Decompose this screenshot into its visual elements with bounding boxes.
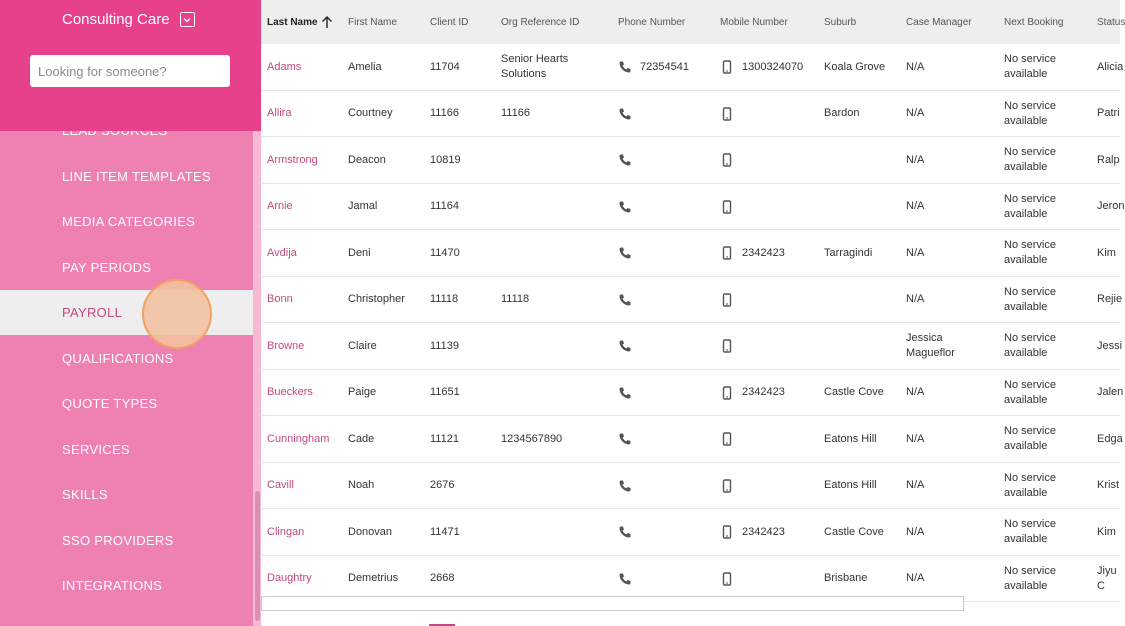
cell-phone-number xyxy=(618,463,640,509)
column-header-org-reference-id[interactable] xyxy=(501,0,579,44)
cell-text: Daughtry xyxy=(267,572,312,584)
cell-case-manager xyxy=(906,137,988,183)
cell-next-booking xyxy=(1004,277,1086,323)
cell-text: Jessica Magueflor xyxy=(906,332,955,359)
cell-first-name xyxy=(348,91,393,137)
cell-last-name[interactable] xyxy=(267,44,301,90)
cell-text: No service available xyxy=(1004,471,1056,499)
cell-case-manager xyxy=(906,416,988,462)
sidebar-item-quote-types[interactable] xyxy=(0,381,253,426)
cell-text: No service available xyxy=(1004,425,1056,452)
cell-text: Eatons Hill xyxy=(824,432,877,445)
cell-text: 11164 xyxy=(430,200,459,212)
cell-text: 11166 xyxy=(501,107,530,119)
table-row[interactable] xyxy=(261,370,1124,417)
sidebar-item-line-item-templates[interactable] xyxy=(0,154,253,199)
cell-phone-number xyxy=(618,44,689,90)
cell-org-reference-id xyxy=(501,277,606,323)
mobile-phone-icon[interactable] xyxy=(720,107,734,121)
cell-first-name xyxy=(348,230,371,276)
cell-next-booking xyxy=(1004,230,1086,276)
cell-text: N/A xyxy=(906,107,925,119)
cell-text: 2676 xyxy=(430,479,455,491)
cell-text: N/A xyxy=(906,293,925,305)
cell-phone-number xyxy=(618,509,640,555)
sidebar-item-payroll[interactable] xyxy=(0,290,253,335)
sidebar-item-label: SSO PROVIDERS xyxy=(62,532,174,548)
cell-status xyxy=(1097,556,1120,602)
cell-text: Arnie xyxy=(267,200,293,212)
cell-text: Browne xyxy=(267,339,305,352)
cell-text: Jeron xyxy=(1097,200,1125,212)
column-header-phone-number[interactable] xyxy=(618,0,685,44)
cell-mobile-number xyxy=(720,137,742,183)
cell-text: Demetrius xyxy=(348,572,399,584)
cell-status xyxy=(1097,277,1122,323)
cell-text: 11651 xyxy=(430,386,460,398)
table-header xyxy=(261,0,1125,44)
cell-status xyxy=(1097,137,1120,183)
cell-text: Edga xyxy=(1097,432,1123,445)
cell-text: Castle Cove xyxy=(824,525,884,538)
column-header-label: Status xyxy=(1097,16,1125,28)
phone-icon[interactable] xyxy=(618,60,632,74)
cell-text: Kim xyxy=(1097,246,1116,259)
sidebar-item-label: QUALIFICATIONS xyxy=(62,350,174,366)
cell-next-booking xyxy=(1004,91,1086,137)
sidebar-item-label: INTEGRATIONS xyxy=(62,578,163,593)
cell-org-reference-id xyxy=(501,91,606,137)
brand[interactable] xyxy=(62,11,195,28)
mobile-phone-icon[interactable] xyxy=(720,339,734,353)
cell-client-id xyxy=(430,416,459,462)
sidebar-scrollbar[interactable] xyxy=(253,131,261,626)
cell-text: Castle Cove xyxy=(824,386,884,398)
cell-phone-number xyxy=(618,137,640,183)
cell-case-manager xyxy=(906,509,988,555)
mobile-phone-icon[interactable] xyxy=(720,386,734,400)
cell-status xyxy=(1097,323,1122,369)
phone-icon[interactable] xyxy=(618,339,632,353)
cell-text: Patri xyxy=(1097,107,1120,119)
column-header-label: Org Reference ID xyxy=(501,16,580,28)
cell-text: 11470 xyxy=(430,246,460,259)
cell-org-reference-id xyxy=(501,416,606,462)
cell-org-reference-id xyxy=(501,137,606,183)
cell-last-name[interactable] xyxy=(267,370,313,416)
cell-text: N/A xyxy=(906,432,925,445)
cell-client-id xyxy=(430,277,458,323)
cell-client-id xyxy=(430,370,460,416)
table-row[interactable] xyxy=(261,277,1123,324)
cell-next-booking xyxy=(1004,556,1086,602)
cell-text: Jiyu C xyxy=(1097,564,1117,592)
table-row[interactable] xyxy=(261,463,1120,510)
phone-icon[interactable] xyxy=(618,293,632,307)
cell-suburb xyxy=(824,230,872,276)
sidebar-scrollbar-thumb[interactable] xyxy=(255,491,260,621)
sidebar-header xyxy=(0,0,261,131)
sidebar-item-label: SERVICES xyxy=(62,441,130,457)
column-header-last-name[interactable] xyxy=(267,0,333,44)
table-row[interactable] xyxy=(261,44,1124,91)
cell-suburb xyxy=(824,416,877,462)
column-header-label: Suburb xyxy=(824,16,857,28)
cell-suburb xyxy=(824,556,867,602)
cell-text: 2342423 xyxy=(742,386,785,398)
table-row[interactable] xyxy=(261,184,1125,231)
cell-text: Ralp xyxy=(1097,153,1120,166)
cell-text: Armstrong xyxy=(267,153,318,166)
cell-last-name[interactable] xyxy=(267,91,291,137)
cell-text: Claire xyxy=(348,339,377,352)
cell-text: 11166 xyxy=(430,107,459,119)
cell-text: 11139 xyxy=(430,339,459,352)
table-row[interactable] xyxy=(261,509,1120,556)
cell-case-manager xyxy=(906,323,988,369)
cell-next-booking xyxy=(1004,44,1086,90)
cell-client-id xyxy=(430,230,460,276)
sidebar-item-label: QUOTE TYPES xyxy=(62,396,158,411)
cell-case-manager xyxy=(906,370,988,416)
cell-first-name xyxy=(348,44,382,90)
cell-last-name[interactable] xyxy=(267,230,297,276)
horizontal-scrollbar[interactable] xyxy=(261,596,964,611)
phone-icon[interactable] xyxy=(618,107,632,121)
cell-status xyxy=(1097,44,1123,90)
cell-text: Kim xyxy=(1097,525,1116,538)
phone-icon[interactable] xyxy=(618,432,632,446)
sidebar xyxy=(0,0,261,626)
cell-text: Rejie xyxy=(1097,293,1123,305)
cell-last-name[interactable] xyxy=(267,137,318,183)
column-header-client-id[interactable] xyxy=(430,0,468,44)
cell-status xyxy=(1097,463,1119,509)
cell-client-id xyxy=(430,509,460,555)
cell-case-manager xyxy=(906,556,988,602)
cell-client-id xyxy=(430,44,460,90)
cell-text: N/A xyxy=(906,525,925,538)
mobile-phone-icon[interactable] xyxy=(720,525,734,539)
cell-org-reference-id xyxy=(501,323,606,369)
cell-status xyxy=(1097,509,1116,555)
cell-text: Noah xyxy=(348,479,375,491)
cell-text: 1234567890 xyxy=(501,432,563,445)
cell-text: N/A xyxy=(906,153,925,166)
cell-text: 2342423 xyxy=(742,246,785,259)
cell-text: 11118 xyxy=(430,293,459,305)
cell-text: 11121 xyxy=(430,432,459,445)
cell-status xyxy=(1097,230,1116,276)
cell-first-name xyxy=(348,416,374,462)
cell-suburb xyxy=(824,463,877,509)
search-input[interactable] xyxy=(30,55,230,87)
column-header-next-booking[interactable] xyxy=(1004,0,1063,44)
cell-text: No service available xyxy=(1004,378,1056,406)
cell-first-name xyxy=(348,184,377,230)
cell-status xyxy=(1097,370,1123,416)
cell-mobile-number xyxy=(720,184,742,230)
column-header-case-manager[interactable] xyxy=(906,0,972,44)
cell-text: Bueckers xyxy=(267,386,313,398)
mobile-phone-icon[interactable] xyxy=(720,479,734,493)
cell-mobile-number xyxy=(720,556,742,602)
cell-text: No service available xyxy=(1004,146,1056,173)
cell-mobile-number xyxy=(720,370,785,416)
cell-text: N/A xyxy=(906,572,925,584)
cell-first-name xyxy=(348,556,398,602)
cell-text: Brisbane xyxy=(824,572,868,584)
cell-next-booking xyxy=(1004,509,1086,555)
brand-name: Consulting Care xyxy=(62,11,170,28)
cell-text: 2668 xyxy=(430,572,455,584)
cell-client-id xyxy=(430,91,459,137)
column-header-label: Client ID xyxy=(430,16,469,28)
pagination-area xyxy=(261,618,1120,626)
cell-text: 2342423 xyxy=(742,525,785,538)
column-header-label: Phone Number xyxy=(618,16,686,28)
cell-text: Deacon xyxy=(348,153,386,166)
mobile-phone-icon[interactable] xyxy=(720,60,734,74)
cell-phone-number xyxy=(618,323,640,369)
cell-client-id xyxy=(430,184,459,230)
cell-last-name[interactable] xyxy=(267,463,294,509)
cell-case-manager xyxy=(906,184,988,230)
cell-text: 11471 xyxy=(430,525,460,538)
column-header-label: Mobile Number xyxy=(720,16,788,28)
cell-last-name[interactable] xyxy=(267,556,312,602)
cell-phone-number xyxy=(618,91,640,137)
cell-text: Cade xyxy=(348,432,375,445)
column-header-label: First Name xyxy=(348,16,397,28)
cell-text: 10819 xyxy=(430,153,461,166)
cell-status xyxy=(1097,91,1120,137)
cell-text: Paige xyxy=(348,386,377,398)
chevron-down-icon[interactable] xyxy=(180,12,195,27)
cell-text: 11118 xyxy=(501,293,530,305)
cell-suburb xyxy=(824,44,885,90)
cell-text: Allira xyxy=(267,107,292,119)
cell-text: No service available xyxy=(1004,564,1056,592)
cell-text: Christopher xyxy=(348,293,405,305)
table-row[interactable] xyxy=(261,416,1123,463)
cell-text: No service available xyxy=(1004,99,1056,127)
mobile-phone-icon[interactable] xyxy=(720,200,734,214)
clients-table xyxy=(261,0,1125,626)
cell-case-manager xyxy=(906,463,988,509)
sidebar-item-integrations[interactable] xyxy=(0,563,253,608)
cell-client-id xyxy=(430,463,454,509)
cell-phone-number xyxy=(618,230,640,276)
cell-last-name[interactable] xyxy=(267,277,293,323)
mobile-phone-icon[interactable] xyxy=(720,293,734,307)
sidebar-item-label: PAY PERIODS xyxy=(62,259,152,275)
cell-last-name[interactable] xyxy=(267,416,329,462)
column-header-label: Case Manager xyxy=(906,16,972,28)
cell-text: Eatons Hill xyxy=(824,479,877,491)
phone-icon[interactable] xyxy=(618,200,632,214)
cell-text: Cunningham xyxy=(267,432,330,445)
phone-icon[interactable] xyxy=(618,525,632,539)
table-row[interactable] xyxy=(261,230,1120,277)
cell-org-reference-id xyxy=(501,370,606,416)
sidebar-item-skills[interactable] xyxy=(0,472,253,517)
cell-text: Cavill xyxy=(267,479,294,491)
phone-icon[interactable] xyxy=(618,153,632,167)
cell-next-booking xyxy=(1004,323,1086,369)
cell-mobile-number xyxy=(720,44,803,90)
cell-phone-number xyxy=(618,277,640,323)
sidebar-item-label: MEDIA CATEGORIES xyxy=(62,214,196,229)
cell-text: 11704 xyxy=(430,60,460,73)
cell-text: Clingan xyxy=(267,525,305,538)
cell-org-reference-id xyxy=(501,463,606,509)
cell-suburb xyxy=(824,91,859,137)
cell-client-id xyxy=(430,137,461,183)
sidebar-item-label: LINE ITEM TEMPLATES xyxy=(62,168,211,184)
sidebar-item-media-categories[interactable] xyxy=(0,199,253,244)
cell-phone-number xyxy=(618,556,640,602)
phone-icon[interactable] xyxy=(618,479,632,493)
cell-text: N/A xyxy=(906,60,925,73)
cell-first-name xyxy=(348,370,376,416)
cell-text: No service available xyxy=(1004,53,1056,80)
cell-first-name xyxy=(348,509,392,555)
cell-last-name[interactable] xyxy=(267,509,304,555)
sidebar-item-sso-providers[interactable] xyxy=(0,518,253,563)
cell-org-reference-id xyxy=(501,509,606,555)
cell-mobile-number xyxy=(720,509,785,555)
column-header-mobile-number[interactable] xyxy=(720,0,788,44)
cell-text: 1300324070 xyxy=(742,60,804,73)
cell-org-reference-id xyxy=(501,44,606,90)
cell-last-name[interactable] xyxy=(267,184,293,230)
table-row[interactable] xyxy=(261,91,1120,138)
mobile-phone-icon[interactable] xyxy=(720,246,734,260)
cell-text: Alicia xyxy=(1097,60,1124,73)
cell-text: No service available xyxy=(1004,239,1056,266)
cell-phone-number xyxy=(618,416,640,462)
column-header-label: Last Name xyxy=(267,16,318,28)
cell-org-reference-id xyxy=(501,556,606,602)
cell-suburb xyxy=(824,509,884,555)
cell-text: N/A xyxy=(906,246,925,259)
cell-first-name xyxy=(348,463,374,509)
cell-case-manager xyxy=(906,230,988,276)
phone-icon[interactable] xyxy=(618,386,632,400)
cell-mobile-number xyxy=(720,277,742,323)
cell-phone-number xyxy=(618,370,640,416)
cell-mobile-number xyxy=(720,91,742,137)
cell-phone-number xyxy=(618,184,640,230)
table-row[interactable] xyxy=(261,323,1123,370)
column-header-label: Next Booking xyxy=(1004,16,1064,28)
cell-first-name xyxy=(348,323,377,369)
cell-text: No service available xyxy=(1004,285,1056,313)
cell-client-id xyxy=(430,323,459,369)
table-row[interactable] xyxy=(261,137,1120,184)
cell-text: Jamal xyxy=(348,200,378,212)
cell-text: Jalen xyxy=(1097,386,1124,398)
cell-last-name[interactable] xyxy=(267,323,304,369)
sidebar-item-qualifications[interactable] xyxy=(0,336,253,381)
cell-mobile-number xyxy=(720,463,742,509)
sort-ascending-icon[interactable] xyxy=(321,15,333,29)
cell-text: N/A xyxy=(906,200,925,212)
click-indicator xyxy=(142,279,212,349)
cell-next-booking xyxy=(1004,137,1086,183)
column-header-suburb[interactable] xyxy=(824,0,856,44)
mobile-phone-icon[interactable] xyxy=(720,432,734,446)
mobile-phone-icon[interactable] xyxy=(720,572,734,586)
sidebar-item-pay-periods[interactable] xyxy=(0,245,253,290)
cell-text: Amelia xyxy=(348,60,382,73)
cell-mobile-number xyxy=(720,323,742,369)
cell-org-reference-id xyxy=(501,184,606,230)
cell-text: Donovan xyxy=(348,525,393,538)
cell-text: Tarragindi xyxy=(824,246,873,259)
sidebar-item-label: SKILLS xyxy=(62,487,108,502)
cell-text: Avdija xyxy=(267,246,297,259)
cell-text: N/A xyxy=(906,386,925,398)
cell-text: No service available xyxy=(1004,332,1056,359)
cell-text: Adams xyxy=(267,60,302,73)
cell-status xyxy=(1097,184,1125,230)
cell-case-manager xyxy=(906,44,988,90)
sidebar-item-label: PAYROLL xyxy=(62,305,123,320)
cell-first-name xyxy=(348,277,405,323)
cell-next-booking xyxy=(1004,463,1086,509)
column-header-first-name[interactable] xyxy=(348,0,397,44)
sidebar-item-services[interactable] xyxy=(0,427,253,472)
cell-text: Senior Hearts Solutions xyxy=(501,53,569,80)
cell-text: Koala Grove xyxy=(824,60,886,73)
cell-first-name xyxy=(348,137,386,183)
cell-client-id xyxy=(430,556,454,602)
cell-status xyxy=(1097,416,1123,462)
phone-icon[interactable] xyxy=(618,572,632,586)
mobile-phone-icon[interactable] xyxy=(720,153,734,167)
cell-text: 72354541 xyxy=(640,60,689,73)
cell-org-reference-id xyxy=(501,230,606,276)
cell-mobile-number xyxy=(720,230,785,276)
cell-next-booking xyxy=(1004,184,1086,230)
cell-text: No service available xyxy=(1004,518,1056,545)
cell-next-booking xyxy=(1004,416,1086,462)
cell-text: Bonn xyxy=(267,293,293,305)
cell-text: Courtney xyxy=(348,107,393,119)
cell-text: No service available xyxy=(1004,192,1056,220)
column-header-status[interactable] xyxy=(1097,0,1125,44)
cell-next-booking xyxy=(1004,370,1086,416)
cell-text: Jessi xyxy=(1097,339,1123,352)
phone-icon[interactable] xyxy=(618,246,632,260)
cell-text: N/A xyxy=(906,479,925,491)
cell-text: Deni xyxy=(348,246,371,259)
cell-case-manager xyxy=(906,277,988,323)
cell-text: Bardon xyxy=(824,107,860,119)
cell-text: Krist xyxy=(1097,479,1119,491)
cell-mobile-number xyxy=(720,416,742,462)
cell-suburb xyxy=(824,370,884,416)
cell-case-manager xyxy=(906,91,988,137)
